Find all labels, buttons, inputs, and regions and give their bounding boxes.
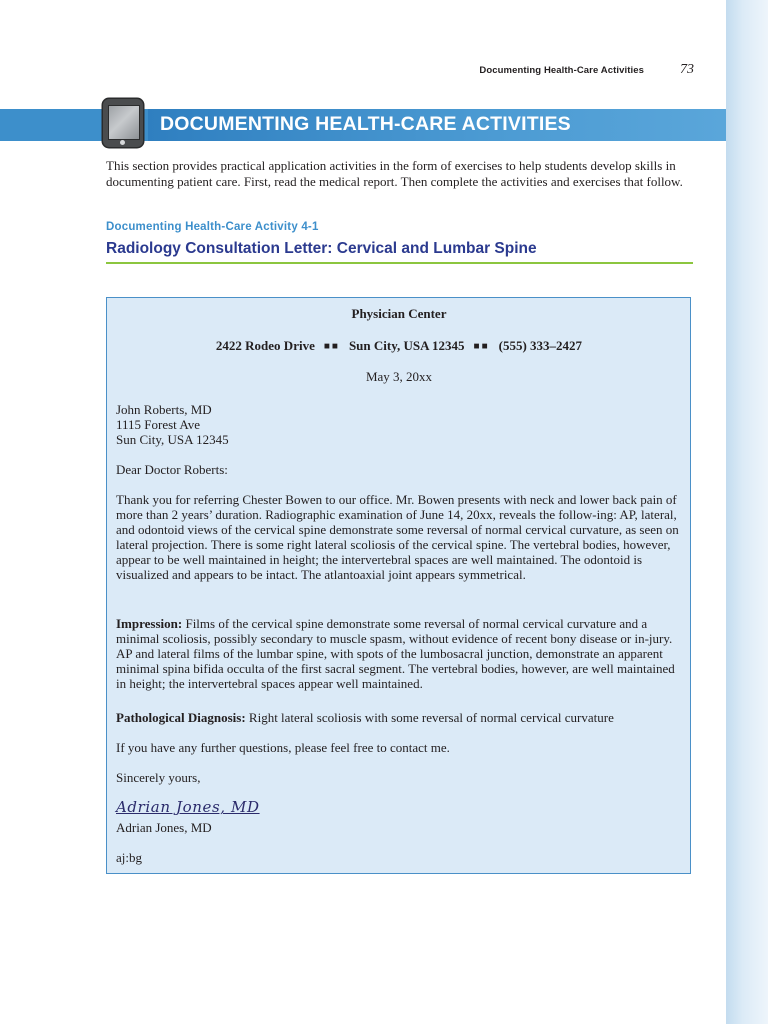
recipient-address <box>116 402 682 447</box>
activity-title: Radiology Consultation Letter: Cervical and Lumbar Spine <box>106 240 537 257</box>
intro-paragraph: This section provides practical application activities in the form of exercises to help students develop skills in documenting patient care. First, read the medical report. Then complete the activities and exercises that follow. <box>106 158 683 189</box>
separator-icon: ■■ <box>323 341 340 352</box>
recipient-street: 1115 Forest Ave <box>116 417 201 432</box>
title-rule <box>106 262 693 264</box>
letter-date: May 3, 20xx <box>365 369 433 384</box>
tablet-home-button <box>120 140 125 145</box>
consultation-letter <box>106 297 691 874</box>
activity-label: Documenting Health-Care Activity 4-1 <box>106 221 319 233</box>
letterhead-name: Physician Center <box>351 306 447 321</box>
tablet-screen <box>108 105 140 140</box>
impression-text: Films of the cervical spine demonstrate some reversal of normal cervical curvature and a minimal scoliosis, possibly secondary to muscle spasm, without evidence of recent bony disease or in-jury. AP and lateral films of the lumbar spine, with spots of the lumbosacral junction, demonstrate an apparent minimal spina bifida occulta of the first sacral segment. The vertebral bodies, however, are well maintained in height; the intervertebral spaces appear well maintained. <box>116 616 675 691</box>
reference-initials: aj:bg <box>116 850 142 865</box>
recipient-name: John Roberts, MD <box>116 402 212 417</box>
handwritten-signature: Adrian Jones, MD <box>116 798 260 816</box>
page-number: 73 <box>680 62 694 77</box>
running-head <box>0 62 694 78</box>
running-head-title: Documenting Health-Care Activities <box>479 65 644 76</box>
page-edge-strip <box>726 0 768 1024</box>
letterhead-city: Sun City, USA 12345 <box>348 338 465 353</box>
impression-paragraph <box>116 616 682 691</box>
letterhead-address-line <box>116 338 682 354</box>
section-title: DOCUMENTING HEALTH-CARE ACTIVITIES <box>160 113 571 135</box>
diagnosis-paragraph <box>116 710 682 725</box>
diagnosis-text: Right lateral scoliosis with some reversal of normal cervical curvature <box>248 710 614 725</box>
tablet-icon <box>103 99 143 147</box>
impression-label: Impression: <box>116 616 183 631</box>
letter-body-paragraph: Thank you for referring Chester Bowen to our office. Mr. Bowen presents with neck and lower back pain of more than 2 years’ duration. Radiographic examination of June 14, 20xx, reveals the follow-ing: AP, lateral, and odontoid views of the cervical spine demonstrate some reversal of normal cervical curvature, as seen on lateral projection. There is some right lateral scoliosis of the cervical spine. The vertebral bodies, however, appear to be well maintained in height; the intervertebral spaces are well maintained. The odontoid is visualized and appears to be intact. The atlantoaxial joint appears symmetrical. <box>116 492 679 582</box>
closing-line: If you have any further questions, please feel free to contact me. <box>116 740 450 755</box>
diagnosis-label: Pathological Diagnosis: <box>116 710 246 725</box>
letterhead-phone: (555) 333–2427 <box>498 338 583 353</box>
letterhead-street: 2422 Rodeo Drive <box>215 338 315 353</box>
separator-icon: ■■ <box>473 341 490 352</box>
signer-name: Adrian Jones, MD <box>116 820 212 835</box>
complimentary-close: Sincerely yours, <box>116 770 201 785</box>
recipient-city: Sun City, USA 12345 <box>116 432 229 447</box>
salutation: Dear Doctor Roberts: <box>116 462 228 477</box>
